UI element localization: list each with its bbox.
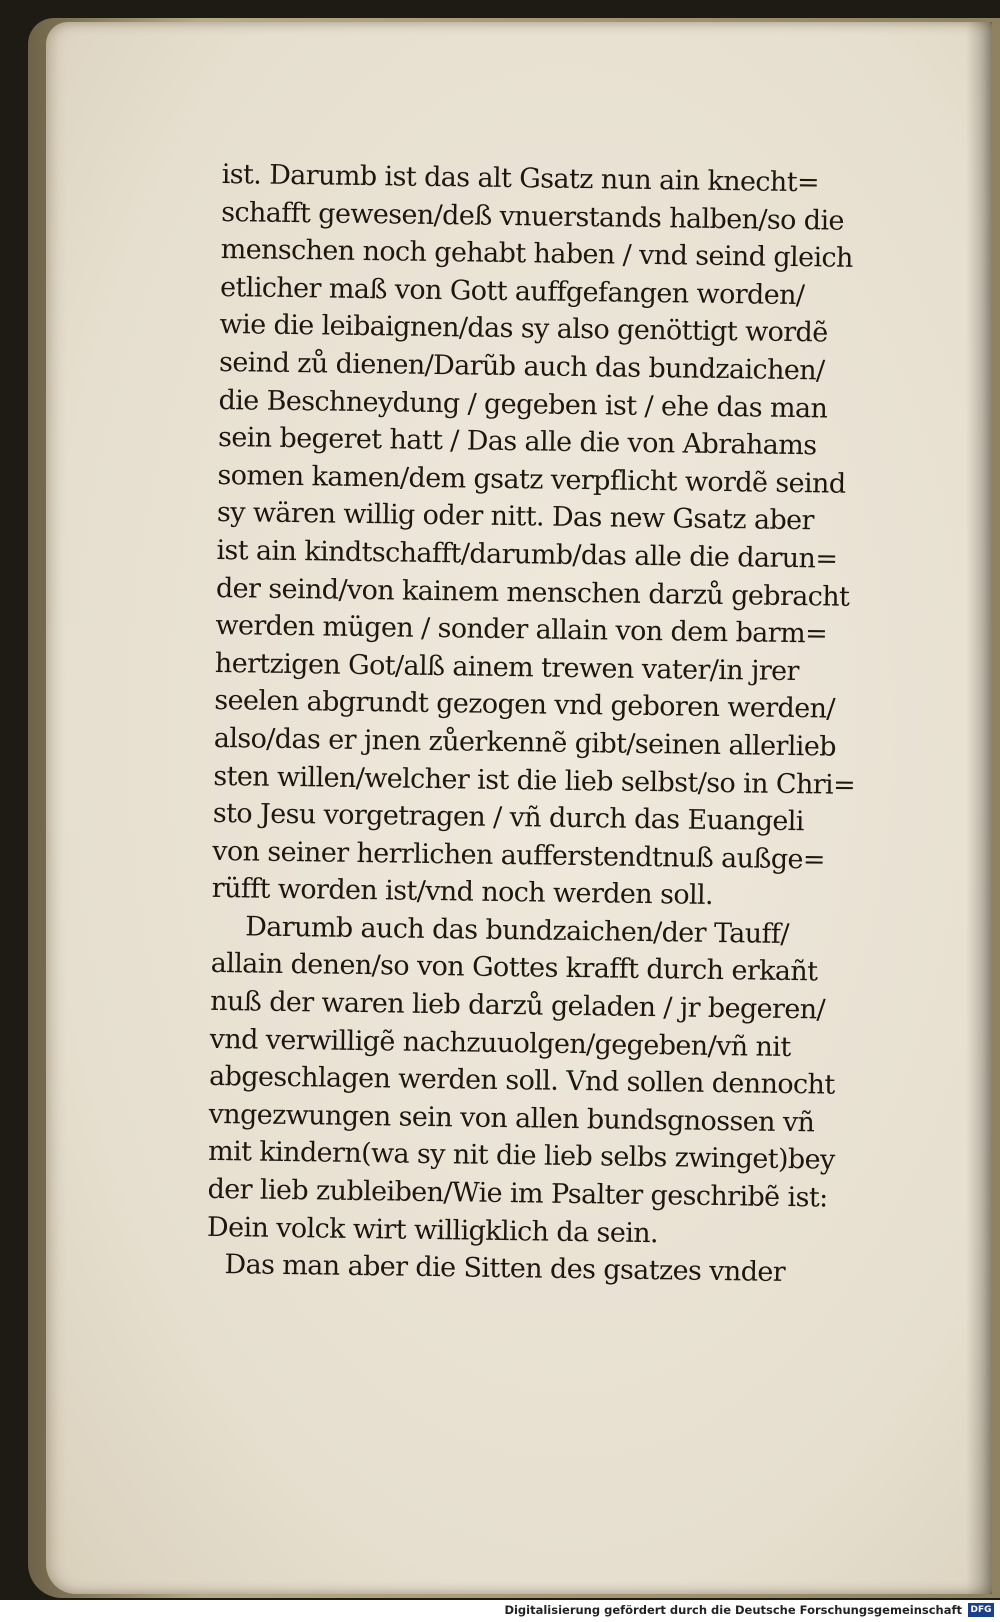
text-line: etlicher maß von Gott auffgefangen worden/ <box>219 271 805 311</box>
text-line: sten willen/welcher ist die lieb selbst/so in Chri= <box>213 760 856 801</box>
text-line: seelen abgrundt gezogen vnd geboren werden/ <box>214 685 836 725</box>
text-line: ist ain kindtschafft/darumb/das alle die darun= <box>216 534 838 575</box>
page-text-block <box>206 156 912 1293</box>
text-line: wie die leibaignen/das sy also genöttigt wordẽ <box>219 309 828 349</box>
text-line: von seiner herrlichen aufferstendtnuß außge= <box>212 835 826 876</box>
paragraph-first-line: Das man aber die Sitten des gsatzes vnder <box>224 1249 786 1289</box>
text-line: also/das er jnen zůerkennẽ gibt/seinen allerlieb <box>213 722 837 763</box>
text-line: sto Jesu vorgetragen / vñ durch das Euangeli <box>212 798 805 838</box>
text-line: abgeschlagen werden soll. Vnd sollen dennocht <box>208 1061 835 1101</box>
text-line: die Beschneydung / gegeben ist / ehe das man <box>218 384 828 425</box>
text-line: seind zů dienen/Darũb auch das bundzaichen/ <box>218 346 825 387</box>
text-line: der lieb zubleiben/Wie im Psalter geschribẽ ist: <box>207 1173 828 1214</box>
text-line: schafft gewesen/deß vnuerstands halben/so die <box>221 196 845 237</box>
paragraph-first-line: Darumb auch das bundzaichen/der Tauff/ <box>245 911 790 950</box>
text-line: vnd verwilligẽ nachzuuolgen/gegeben/vñ nit <box>209 1023 791 1063</box>
text-line: hertzigen Got/alß ainem trewen vater/in jrer <box>214 647 800 687</box>
text-line: Dein volck wirt willigklich da sein. <box>206 1211 659 1249</box>
text-line: menschen noch gehabt haben / vnd seind gleich <box>220 234 854 275</box>
text-line: mit kindern(wa sy nit die lieb selbs zwinget)bey <box>207 1136 835 1177</box>
text-line: werden mügen / sonder allain von dem barm= <box>215 610 828 650</box>
text-line: allain denen/so von Gottes krafft durch erkañt <box>210 948 818 988</box>
dfg-logo: DFG <box>968 1603 994 1617</box>
text-line: sein begeret hatt / Das alle die von Abrahams <box>217 422 817 462</box>
text-line: sy wären willig oder nitt. Das new Gsatz aber <box>216 497 815 537</box>
text-line: vngezwungen sein von allen bundsgnossen vñ <box>208 1098 815 1139</box>
text-line: der seind/von kainem menschen darzů gebracht <box>215 572 850 613</box>
page-gutter-shadow <box>966 22 992 1594</box>
funding-credit: Digitalisierung gefördert durch die Deutsche Forschungsgemeinschaft <box>504 1603 962 1617</box>
text-line: ist. Darumb ist das alt Gsatz nun ain knecht= <box>221 158 820 199</box>
text-line: nuß der waren lieb darzů geladen / jr begeren/ <box>209 985 826 1026</box>
text-line: rüfft worden ist/vnd noch werden soll. <box>211 873 714 912</box>
digitization-footer <box>0 1600 1000 1622</box>
text-line: somen kamen/dem gsatz verpflicht wordẽ seind <box>217 459 846 500</box>
